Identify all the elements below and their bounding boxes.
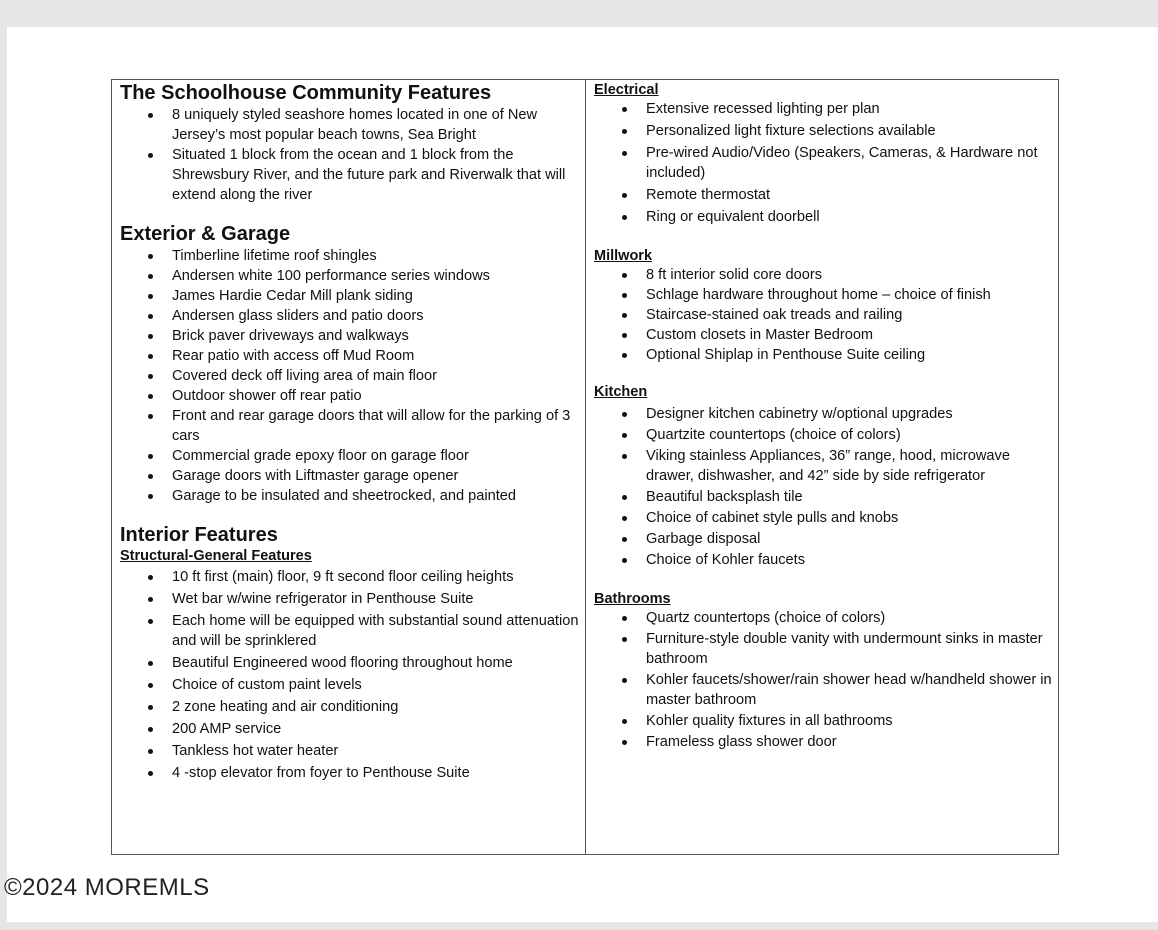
list-item: Front and rear garage doors that will allow for the parking of 3 cars <box>172 406 585 446</box>
list-item: Andersen white 100 performance series windows <box>172 266 585 286</box>
list-item: Remote thermostat <box>646 185 1058 205</box>
list-item: Kohler faucets/shower/rain shower head w/handheld shower in master bathroom <box>646 670 1058 710</box>
list-item: 200 AMP service <box>172 719 585 739</box>
list-item: Quartz countertops (choice of colors) <box>646 608 1058 628</box>
list-item: Garage doors with Liftmaster garage opener <box>172 466 585 486</box>
kitchen-title: Kitchen <box>594 384 648 400</box>
list-item: Furniture-style double vanity with undermount sinks in master bathroom <box>646 629 1058 669</box>
list-item: Garage to be insulated and sheetrocked, and painted <box>172 486 585 506</box>
kitchen-list <box>594 404 1058 570</box>
list-item: Situated 1 block from the ocean and 1 block from the Shrewsbury River, and the future park and Riverwalk that will extend along the river <box>172 145 585 205</box>
list-item: Beautiful backsplash tile <box>646 487 1058 507</box>
right-column <box>586 80 1058 854</box>
interior-subtitle: Structural-General Features <box>120 548 312 564</box>
exterior-title: Exterior & Garage <box>120 223 291 245</box>
list-item: Wet bar w/wine refrigerator in Penthouse Suite <box>172 589 585 609</box>
interior-section <box>120 523 585 783</box>
exterior-section <box>120 222 585 506</box>
millwork-list <box>594 265 1058 365</box>
list-item: Staircase-stained oak treads and railing <box>646 305 1058 325</box>
electrical-list <box>594 99 1058 227</box>
millwork-section <box>594 247 1058 365</box>
list-item: Optional Shiplap in Penthouse Suite ceiling <box>646 345 1058 365</box>
list-item: Choice of custom paint levels <box>172 675 585 695</box>
list-item: Custom closets in Master Bedroom <box>646 325 1058 345</box>
left-column <box>112 80 586 854</box>
list-item: Brick paver driveways and walkways <box>172 326 585 346</box>
list-item: Timberline lifetime roof shingles <box>172 246 585 266</box>
kitchen-section <box>594 383 1058 570</box>
list-item: Schlage hardware throughout home – choice of finish <box>646 285 1058 305</box>
list-item: James Hardie Cedar Mill plank siding <box>172 286 585 306</box>
list-item: Outdoor shower off rear patio <box>172 386 585 406</box>
features-table <box>111 79 1059 855</box>
copyright-watermark: ©2024 MOREMLS <box>4 874 210 901</box>
community-list <box>120 105 585 205</box>
list-item: Covered deck off living area of main floor <box>172 366 585 386</box>
list-item: Each home will be equipped with substantial sound attenuation and will be sprinklered <box>172 611 585 651</box>
list-item: Frameless glass shower door <box>646 732 1058 752</box>
list-item: Garbage disposal <box>646 529 1058 549</box>
list-item: Kohler quality fixtures in all bathrooms <box>646 711 1058 731</box>
list-item: Commercial grade epoxy floor on garage floor <box>172 446 585 466</box>
list-item: 8 uniquely styled seashore homes located in one of New Jersey’s most popular beach towns, Sea Bright <box>172 105 585 145</box>
list-item: 8 ft interior solid core doors <box>646 265 1058 285</box>
list-item: Ring or equivalent doorbell <box>646 207 1058 227</box>
list-item: 10 ft first (main) floor, 9 ft second floor ceiling heights <box>172 567 585 587</box>
interior-list <box>120 567 585 783</box>
list-item: Andersen glass sliders and patio doors <box>172 306 585 326</box>
list-item: 4 -stop elevator from foyer to Penthouse Suite <box>172 763 585 783</box>
list-item: Choice of Kohler faucets <box>646 550 1058 570</box>
list-item: Beautiful Engineered wood flooring throughout home <box>172 653 585 673</box>
electrical-title: Electrical <box>594 82 659 98</box>
list-item: Designer kitchen cabinetry w/optional upgrades <box>646 404 1058 424</box>
list-item: Pre-wired Audio/Video (Speakers, Cameras, & Hardware not included) <box>646 143 1058 183</box>
list-item: Viking stainless Appliances, 36” range, hood, microwave drawer, dishwasher, and 42” side by side refrigerator <box>646 446 1058 486</box>
list-item: Tankless hot water heater <box>172 741 585 761</box>
list-item: Personalized light fixture selections available <box>646 121 1058 141</box>
bathrooms-section <box>594 590 1058 752</box>
bathrooms-title: Bathrooms <box>594 591 671 607</box>
list-item: Rear patio with access off Mud Room <box>172 346 585 366</box>
exterior-list <box>120 246 585 506</box>
list-item: 2 zone heating and air conditioning <box>172 697 585 717</box>
bathrooms-list <box>594 608 1058 752</box>
list-item: Quartzite countertops (choice of colors) <box>646 425 1058 445</box>
interior-title: Interior Features <box>120 524 278 546</box>
list-item: Extensive recessed lighting per plan <box>646 99 1058 119</box>
list-item: Choice of cabinet style pulls and knobs <box>646 508 1058 528</box>
community-section <box>120 81 585 205</box>
millwork-title: Millwork <box>594 248 653 264</box>
electrical-section <box>594 81 1058 227</box>
community-title: The Schoolhouse Community Features <box>120 82 492 104</box>
document-page <box>7 27 1158 922</box>
